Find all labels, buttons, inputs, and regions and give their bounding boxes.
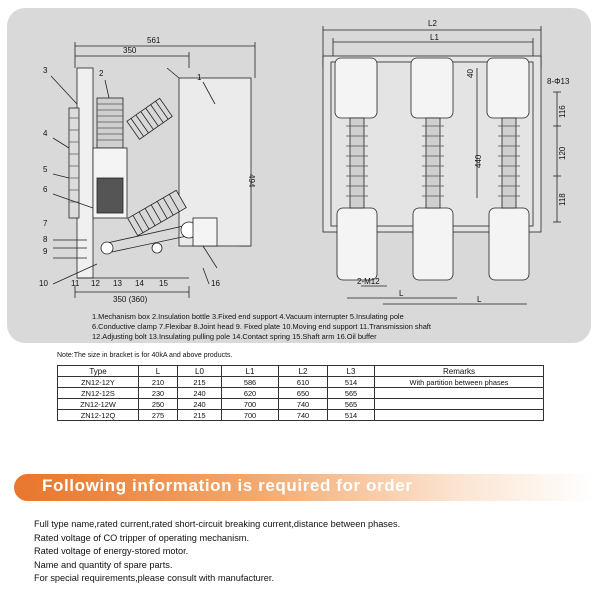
- table-row: [58, 410, 544, 421]
- callout-14: 14: [135, 279, 144, 288]
- dim-L2: L2: [428, 19, 437, 28]
- banner-title: Following information is required for order: [42, 476, 413, 495]
- cell: 650: [279, 388, 328, 399]
- cell: ZN12-12S: [58, 388, 139, 399]
- cell: 620: [222, 388, 279, 399]
- callout-6: 6: [43, 185, 48, 194]
- cell: 610: [279, 377, 328, 388]
- callout-3: 3: [43, 66, 48, 75]
- callout-2: 2: [99, 69, 104, 78]
- cell: 586: [222, 377, 279, 388]
- col-L: L: [139, 366, 178, 377]
- cell: ZN12-12Y: [58, 377, 139, 388]
- callout-5: 5: [43, 165, 48, 174]
- cell: 565: [328, 399, 375, 410]
- dim-116: 116: [558, 105, 567, 118]
- legend-line: 1.Mechanism box 2.Insulation bottle 3.Fixed end support 4.Vacuum interrupter 5.Insulating pole: [92, 312, 404, 321]
- order-requirements: [34, 518, 400, 586]
- cell: 514: [328, 377, 375, 388]
- cell: 230: [139, 388, 178, 399]
- cell: 740: [279, 399, 328, 410]
- col-type: Type: [58, 366, 139, 377]
- cell: [375, 399, 544, 410]
- callout-16: 16: [211, 279, 220, 288]
- cell: With partition between phases: [375, 377, 544, 388]
- cell: ZN12-12W: [58, 399, 139, 410]
- dim-40: 40: [466, 69, 475, 78]
- callout-12: 12: [91, 279, 100, 288]
- callout-10: 10: [39, 279, 48, 288]
- order-line: For special requirements,please consult with manufacturer.: [34, 573, 275, 584]
- callout-13: 13: [113, 279, 122, 288]
- cell: 275: [139, 410, 178, 421]
- callout-9: 9: [43, 247, 48, 256]
- cell: ZN12-12Q: [58, 410, 139, 421]
- dim-440: 440: [474, 154, 483, 168]
- table-row: [58, 388, 544, 399]
- dim-partial-width: 350: [123, 46, 137, 55]
- order-line: Full type name,rated current,rated short-circuit breaking current,distance between phases.: [34, 519, 401, 529]
- parts-legend: [92, 312, 572, 343]
- technical-drawing: [7, 8, 591, 308]
- legend-line: 6.Conductive clamp 7.Flexibar 8.Joint head 9. Fixed plate 10.Moving end support 11.Transmission shaft: [92, 322, 431, 332]
- dim-overall-width: 561: [147, 36, 161, 45]
- dim-L-lower: L: [477, 295, 482, 304]
- front-view: [323, 26, 561, 304]
- callout-4: 4: [43, 129, 48, 138]
- order-line: Rated voltage of energy-stored motor.: [34, 546, 189, 557]
- col-L2: L2: [279, 366, 328, 377]
- cell: 514: [328, 410, 375, 421]
- specs-table: [57, 365, 544, 421]
- dim-height: 494: [247, 174, 256, 188]
- cell: 240: [178, 399, 222, 410]
- dim-118: 118: [558, 193, 567, 206]
- dim-L1: L1: [430, 33, 439, 42]
- cell: [375, 410, 544, 421]
- callout-7: 7: [43, 219, 48, 228]
- size-note: Note:The size in bracket is for 40kA and above products.: [57, 352, 233, 359]
- table-header-row: [58, 366, 544, 377]
- cell: 700: [222, 399, 279, 410]
- callout-8: 8: [43, 235, 48, 244]
- dim-bottom-width: 350 (360): [113, 295, 148, 304]
- dim-120: 120: [558, 146, 567, 160]
- col-remarks: Remarks: [375, 366, 544, 377]
- side-view: [51, 42, 255, 298]
- cell: 240: [178, 388, 222, 399]
- dim-L-upper: L: [399, 289, 404, 298]
- legend-line: 12.Adjusting bolt 13.Insulating pulling pole 14.Contact spring 15.Shaft arm 16.Oil buffer: [92, 332, 377, 342]
- cell: [375, 388, 544, 399]
- cell: 215: [178, 377, 222, 388]
- col-L0: L0: [178, 366, 222, 377]
- cell: 565: [328, 388, 375, 399]
- cell: 700: [222, 410, 279, 421]
- col-L1: L1: [222, 366, 279, 377]
- col-L3: L3: [328, 366, 375, 377]
- dim-bolt: 2-M12: [357, 277, 380, 286]
- table-row: [58, 399, 544, 410]
- order-line: Rated voltage of CO tripper of operating mechanism.: [34, 532, 249, 543]
- dim-holes: 8-Φ13: [547, 77, 570, 86]
- cell: 210: [139, 377, 178, 388]
- callout-15: 15: [159, 279, 168, 288]
- order-line: Name and quantity of spare parts.: [34, 559, 173, 570]
- cell: 740: [279, 410, 328, 421]
- callout-11: 11: [71, 279, 80, 288]
- cell: 215: [178, 410, 222, 421]
- cell: 250: [139, 399, 178, 410]
- callout-1: 1: [197, 73, 202, 82]
- table-row: [58, 377, 544, 388]
